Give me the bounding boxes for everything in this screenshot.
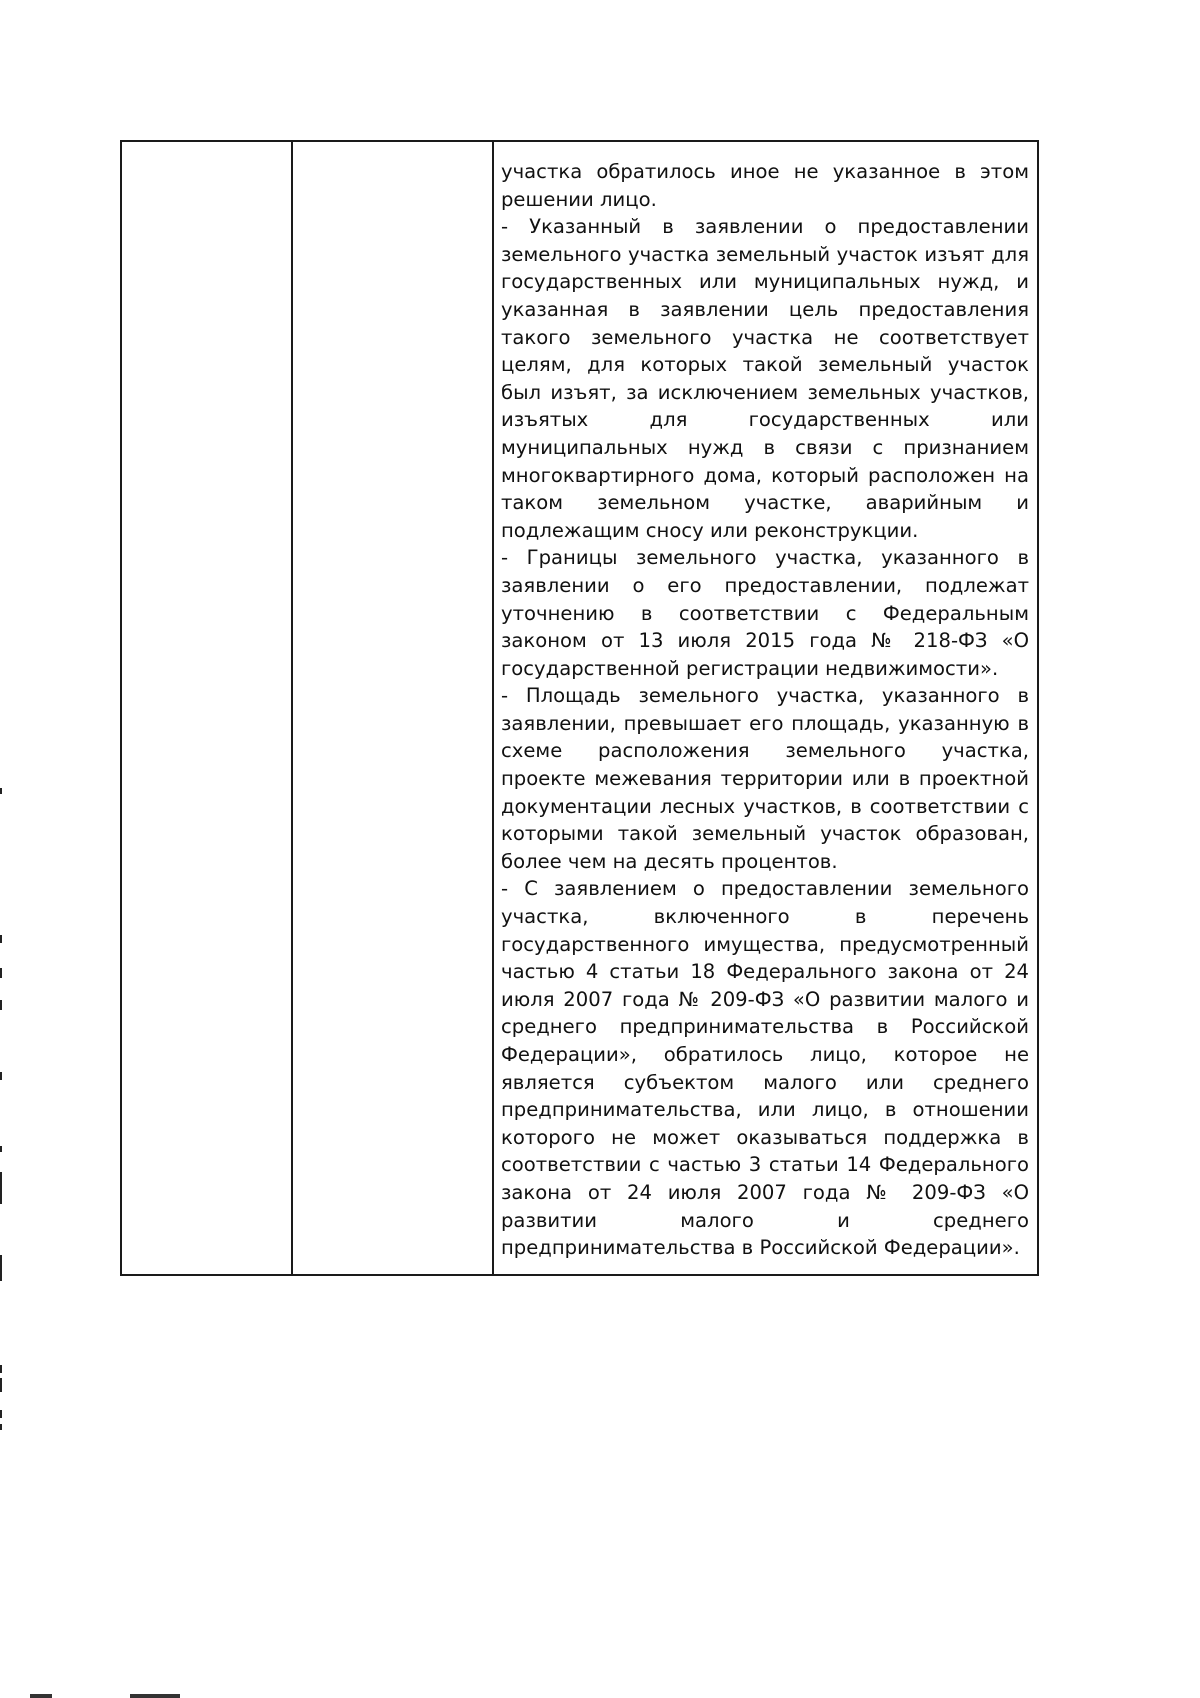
document-table: [120, 140, 1039, 1276]
paragraph-seized-land: - Указанный в заявлении о предоставлении земельного участка земельный участок изъят для государственных или муниципальных нужд, и указанная в заявлении цель предоставления такого земельного участка не соответствует целям, для которых такой земельный участок был изъят, за исключением земельных участков, изъятых для государственных или муниципальных нужд в связи с признанием многоквартирного дома, который расположен на таком земельном участке, аварийным и подлежащим сносу или реконструкции.: [501, 215, 1029, 542]
scan-mark: [0, 1424, 2, 1430]
scan-mark: [0, 788, 2, 794]
scan-mark: [0, 1378, 2, 1392]
paragraph-continuation: участка обратилось иное не указанное в этом решении лицо.: [501, 160, 1029, 211]
scan-bottom-marks: [0, 1692, 1200, 1698]
paragraph-boundaries: - Границы земельного участка, указанного в заявлении о его предоставлении, подлежат уточнению в соответствии с Федеральным законом от 13 июля 2015 года № 218-ФЗ «О государственной регистрации недвижимости».: [501, 546, 1029, 680]
scan-mark: [0, 968, 2, 978]
table-column-3: [494, 142, 1037, 1274]
scan-mark: [0, 1072, 2, 1080]
scan-mark: [0, 935, 2, 943]
scan-mark: [0, 1410, 2, 1418]
scan-margin-marks: [0, 0, 4, 1698]
scan-mark: [0, 1000, 2, 1010]
scan-mark: [30, 1694, 52, 1698]
paragraph-area-excess: - Площадь земельного участка, указанного в заявлении, превышает его площадь, указанную в схеме расположения земельного участка, проекте межевания территории или в проектной документации лесных участков, в соответствии с которыми такой земельный участок образован, более чем на десять процентов.: [501, 684, 1029, 873]
scan-mark: [0, 1146, 2, 1152]
scan-mark: [0, 1172, 2, 1204]
paragraph-small-business: - С заявлением о предоставлении земельного участка, включенного в перечень государственного имущества, предусмотренный частью 4 статьи 18 Федерального закона от 24 июля 2007 года № 209-ФЗ «О развитии малого и среднего предпринимательства в Российской Федерации», обратилось лицо, которое не является субъектом малого или среднего предпринимательства, или лицо, в отношении которого не может оказываться поддержка в соответствии с частью 3 статьи 14 Федерального закона от 24 июля 2007 года № 209-ФЗ «О развитии малого и среднего предпринимательства в Российской Федерации».: [501, 877, 1029, 1260]
table-column-2: [293, 142, 494, 1274]
scan-mark: [0, 1365, 2, 1373]
scan-mark: [130, 1694, 180, 1698]
table-column-1: [122, 142, 293, 1274]
scan-mark: [0, 1255, 2, 1281]
